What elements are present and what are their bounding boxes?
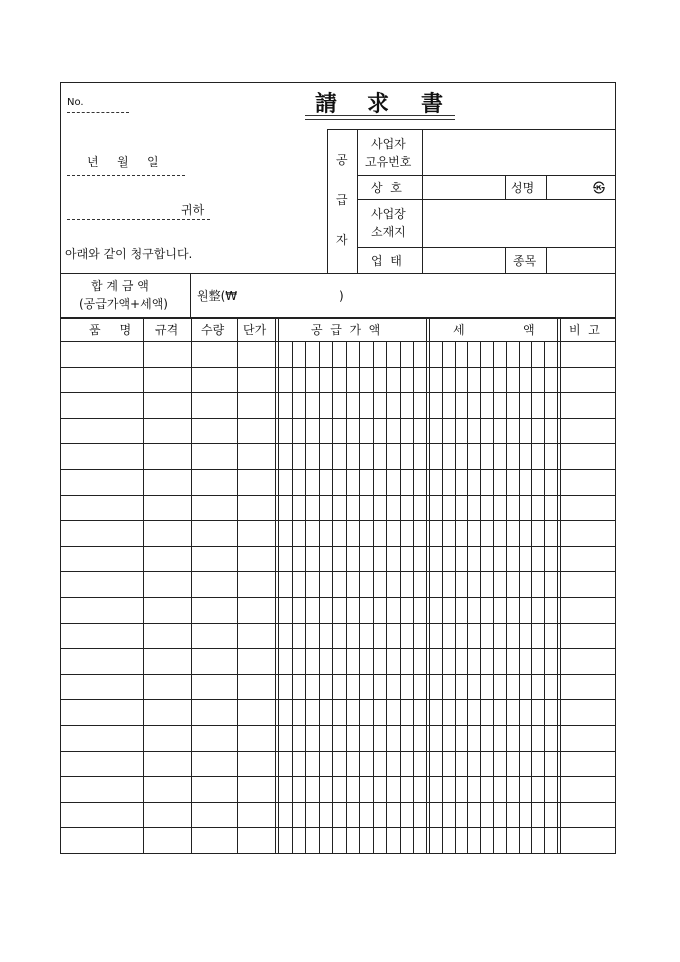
table-row — [61, 571, 615, 572]
address-label-2: 소재지 — [371, 225, 406, 239]
no-underline — [67, 112, 129, 113]
header-tax-right: 액 — [523, 323, 535, 337]
table-row — [61, 674, 615, 675]
total-value-prefix: 원整(₩ — [197, 289, 238, 303]
date-year: 년 — [87, 155, 99, 169]
header-tax-left: 세 — [453, 323, 465, 337]
table-row — [61, 367, 615, 368]
table-row — [61, 418, 615, 419]
total-label-2: (공급가액+세액) — [79, 297, 168, 311]
name-label: 성명 — [511, 181, 535, 195]
supplier-label-3: 자 — [336, 233, 348, 247]
table-row — [61, 469, 615, 470]
header-spec: 규격 — [155, 323, 179, 337]
date-underline — [67, 175, 185, 176]
business-item-label: 종목 — [513, 254, 537, 268]
title-char-2: 求 — [367, 91, 392, 117]
table-row — [61, 520, 615, 521]
table-row — [61, 495, 615, 496]
header-unit-price: 단가 — [243, 323, 267, 337]
table-row — [61, 648, 615, 649]
table-row — [61, 827, 615, 828]
title-double-underline — [305, 115, 455, 120]
seal-mark: ㉿ — [593, 181, 606, 195]
table-row — [61, 392, 615, 393]
title-char-3: 書 — [421, 91, 446, 117]
supplier-label-2: 급 — [336, 193, 348, 207]
table-row — [61, 802, 615, 803]
header-supply-amount: 공 급 가 액 — [311, 323, 381, 337]
recipient-suffix: 귀하 — [181, 203, 205, 217]
date-day: 일 — [147, 155, 159, 169]
total-value-suffix: ) — [339, 289, 344, 303]
header-remarks: 비 고 — [569, 323, 600, 337]
request-text: 아래와 같이 청구합니다. — [65, 247, 193, 261]
table-row — [61, 546, 615, 547]
no-label: No. — [67, 97, 84, 108]
business-type-label: 업 태 — [371, 254, 402, 268]
table-row — [61, 443, 615, 444]
table-row — [61, 776, 615, 777]
header-item: 품 명 — [89, 323, 132, 337]
trade-name-label: 상 호 — [371, 181, 402, 195]
table-row — [61, 725, 615, 726]
header-qty: 수량 — [201, 323, 225, 337]
recipient-underline — [67, 219, 210, 220]
table-row — [61, 699, 615, 700]
table-row — [61, 623, 615, 624]
date-month: 월 — [117, 155, 129, 169]
reg-no-label-1: 사업자 — [371, 137, 406, 151]
supplier-divider — [327, 129, 328, 273]
address-label-1: 사업장 — [371, 207, 406, 221]
title-char-1: 請 — [315, 91, 340, 117]
reg-no-label-2: 고유번호 — [365, 155, 412, 169]
table-row — [61, 751, 615, 752]
total-label-1: 합 계 금 액 — [91, 279, 149, 293]
table-row — [61, 597, 615, 598]
supplier-label-1: 공 — [336, 153, 348, 167]
invoice-form — [60, 82, 616, 854]
